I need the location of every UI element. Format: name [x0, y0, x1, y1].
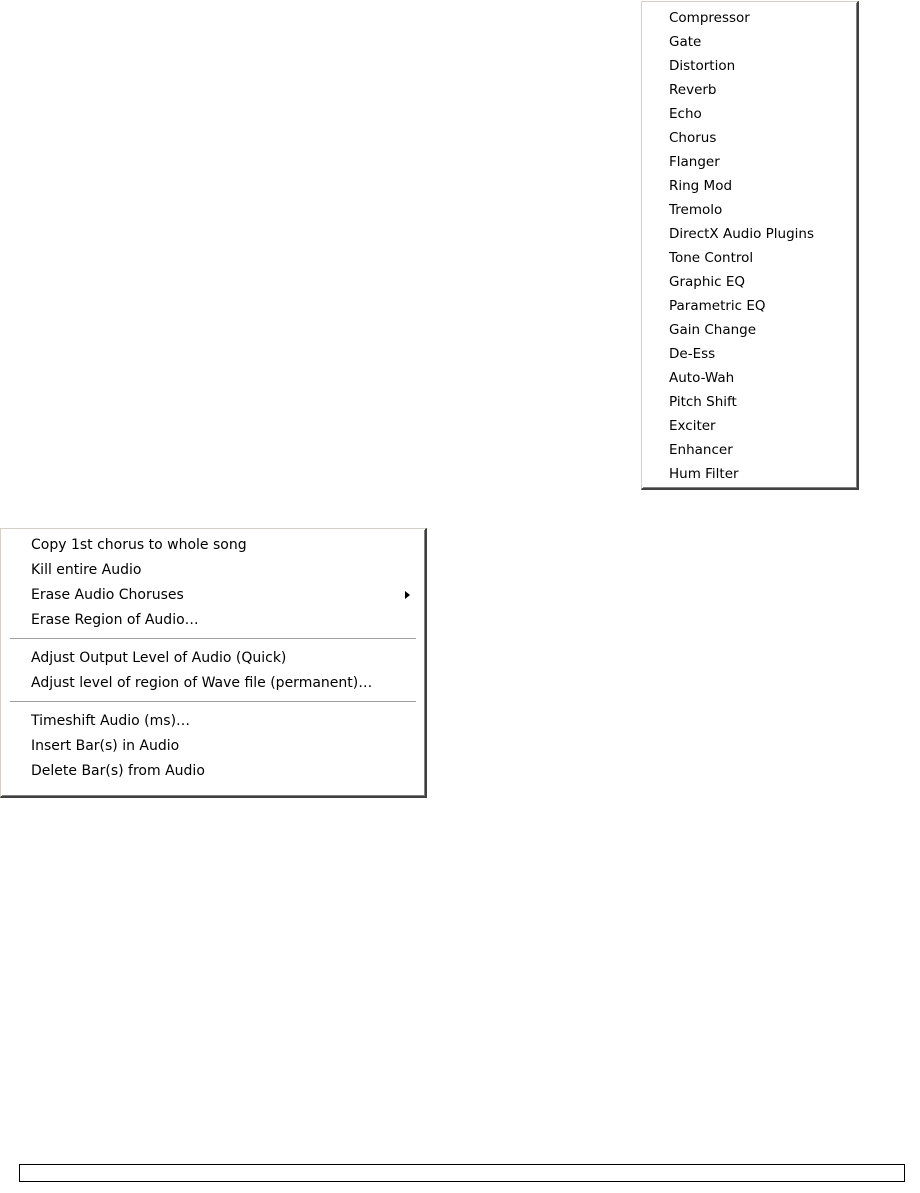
footer-box [19, 1164, 905, 1182]
menu-item-ring-mod[interactable]: Ring Mod [669, 178, 733, 194]
menu-item-kill-entire-audio[interactable]: Kill entire Audio [31, 562, 142, 578]
menu-separator [10, 638, 416, 640]
menu-item-graphic-eq[interactable]: Graphic EQ [669, 274, 746, 290]
menu-item-directx-audio-plugins[interactable]: DirectX Audio Plugins [669, 226, 814, 242]
menu-item-auto-wah[interactable]: Auto-Wah [669, 370, 735, 386]
menu-item-parametric-eq[interactable]: Parametric EQ [669, 298, 766, 314]
menu-item-hum-filter[interactable]: Hum Filter [669, 466, 739, 482]
menu-item-delete-bars[interactable]: Delete Bar(s) from Audio [31, 763, 205, 779]
menu-item-echo[interactable]: Echo [669, 106, 702, 122]
menu-item-gain-change[interactable]: Gain Change [669, 322, 757, 338]
menu-item-tone-control[interactable]: Tone Control [669, 250, 754, 266]
menu-item-chorus[interactable]: Chorus [669, 130, 717, 146]
menu-item-erase-audio-choruses[interactable] [1, 583, 425, 608]
menu-item-reverb[interactable]: Reverb [669, 82, 717, 98]
menu-item-adjust-level-of-region[interactable]: Adjust level of region of Wave file (permanent)… [31, 675, 373, 691]
menu-item-label: Erase Audio Choruses [31, 587, 184, 603]
menu-item-gate[interactable]: Gate [669, 34, 702, 50]
menu-item-erase-region-of-audio[interactable]: Erase Region of Audio… [31, 612, 199, 628]
menu-item-compressor[interactable]: Compressor [669, 10, 750, 26]
menu-item-adjust-output-level[interactable]: Adjust Output Level of Audio (Quick) [31, 650, 287, 666]
menu-item-insert-bars[interactable]: Insert Bar(s) in Audio [31, 738, 180, 754]
menu-separator [10, 701, 416, 703]
menu-item-exciter[interactable]: Exciter [669, 418, 716, 434]
audio-context-menu [0, 528, 427, 798]
menu-item-de-ess[interactable]: De-Ess [669, 346, 716, 362]
menu-item-timeshift-audio[interactable]: Timeshift Audio (ms)… [31, 713, 191, 729]
menu-item-copy-1st-chorus[interactable]: Copy 1st chorus to whole song [31, 537, 247, 553]
menu-item-tremolo[interactable]: Tremolo [669, 202, 723, 218]
menu-item-enhancer[interactable]: Enhancer [669, 442, 733, 458]
effects-context-menu [641, 1, 859, 490]
menu-item-distortion[interactable]: Distortion [669, 58, 736, 74]
submenu-arrow-icon [405, 591, 410, 599]
menu-item-flanger[interactable]: Flanger [669, 154, 720, 170]
menu-item-pitch-shift[interactable]: Pitch Shift [669, 394, 737, 410]
